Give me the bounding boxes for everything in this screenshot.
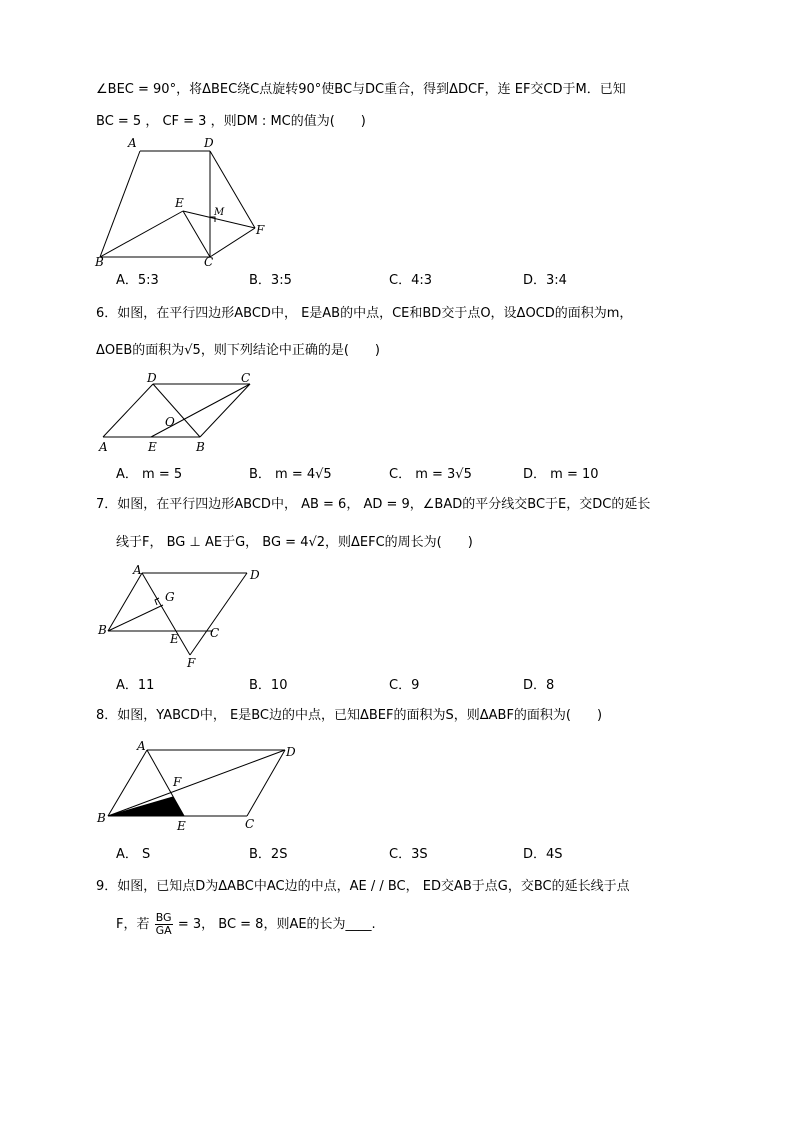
q6-label-D: D [147,371,157,385]
q8-label-B: B [97,811,106,825]
q8-label-F: F [173,775,182,789]
q5-options [0,271,794,291]
q7-label-E: E [170,632,179,646]
q6-figure [95,372,265,457]
q6-label-B: B [196,440,205,454]
q5-text-line1: ∠BEC = 90°，将ΔBEC绕C点旋转90°使BC与DC重合，得到ΔDCF，连 EF交CD于M．已知 [96,82,626,97]
q5-label-A: A [128,136,137,150]
q7-label-F: F [187,656,196,670]
q6-label-O: O [165,415,175,429]
q6-text-line1: 6．如图，在平行四边形ABCD中， E是AB的中点，CE和BD交于点O，设ΔOCD的面积为m， [96,306,633,321]
q6-option-a[interactable]: A． m = 5 [116,467,183,482]
q6-option-d[interactable]: D． m = 10 [523,467,599,482]
q5-label-D: D [204,136,214,150]
q6-label-A: A [99,440,108,454]
q6-option-b[interactable]: B． m = 4√5 [249,467,332,482]
q8-option-c[interactable]: C．3S [389,847,428,862]
q5-label-F: F [256,223,265,237]
q7-text-line2: 线于F， BG ⊥ AE于G， BG = 4√2，则ΔEFC的周长为( ) [116,535,473,550]
q8-option-a[interactable]: A． S [116,847,151,862]
q6-option-c[interactable]: C． m = 3√5 [389,467,472,482]
q8-options [0,845,794,865]
q8-figure [95,738,305,833]
q9-line2-pre: F，若 [116,917,150,932]
q7-options [0,676,794,696]
q7-text-line1: 7．如图，在平行四边形ABCD中， AB = 6， AD = 9，∠BAD的平分线交BC于E，交DC的延长 [96,497,651,512]
q5-label-C: C [204,255,214,269]
q7-label-D: D [250,568,260,582]
q5-label-B: B [95,255,104,269]
q8-text-line1: 8．如图，YABCD中， E是BC边的中点，已知ΔBEF的面积为S，则ΔABF的面积为( ) [96,708,603,723]
q7-option-d[interactable]: D．8 [523,678,555,693]
q6-label-C: C [241,371,251,385]
q5-option-d[interactable]: D．3:4 [523,273,567,288]
q9-line2-post: = 3， BC = 8，则AE的长为____. [177,917,376,932]
q5-label-M: M [214,207,225,218]
q7-option-a[interactable]: A．11 [116,678,155,693]
q8-option-b[interactable]: B．2S [249,847,288,862]
q6-text-line2: ΔOEB的面积为√5，则下列结论中正确的是( ) [96,343,380,358]
q7-figure [95,563,275,673]
q9-text-line1: 9．如图，已知点D为ΔABC中AC边的中点，AE / / BC， ED交AB于点G，交BC的延长线于点 [96,879,630,894]
q8-shaded-triangle [108,797,184,816]
q5-option-b[interactable]: B．3:5 [249,273,292,288]
q8-label-A: A [137,739,146,753]
q9-fraction [155,912,173,937]
q5-text-line2: BC = 5 ， CF = 3 ，则DM : MC的值为( ) [96,114,366,129]
q9-text-line2 [116,910,376,940]
q5-option-a[interactable]: A．5:3 [116,273,159,288]
q7-label-B: B [98,623,107,637]
q8-label-E: E [177,819,186,833]
q7-label-C: C [210,626,220,640]
q7-label-A: A [133,563,142,577]
q5-option-c[interactable]: C．4:3 [389,273,432,288]
q7-option-c[interactable]: C．9 [389,678,420,693]
q6-options [0,465,794,485]
q7-label-G: G [165,590,175,604]
q5-figure [90,135,270,270]
q8-label-D: D [286,745,296,759]
q5-label-E: E [175,196,184,210]
q8-option-d[interactable]: D．4S [523,847,563,862]
q8-label-C: C [245,817,255,831]
q6-label-E: E [148,440,157,454]
q7-option-b[interactable]: B．10 [249,678,288,693]
q9-fraction-numerator: BG [155,911,172,924]
q9-fraction-denominator: GA [155,924,172,937]
